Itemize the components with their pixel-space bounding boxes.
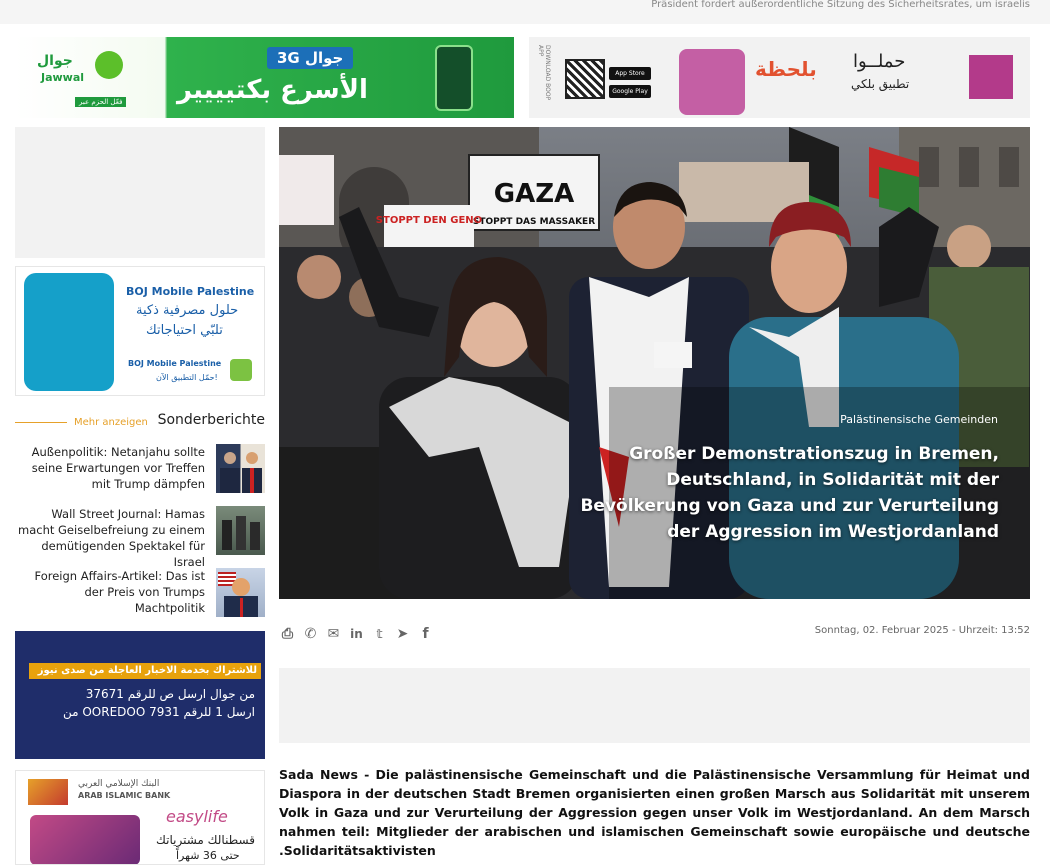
boj-tagline-2: تلبّي احتياجاتك: [146, 323, 223, 338]
bank-hamlo-text: حملــوا: [853, 51, 906, 72]
telegram-icon[interactable]: ➤: [396, 625, 409, 642]
qr-code-icon: [565, 59, 605, 99]
sada-line-1: من جوال ارسل ص للرقم 37671: [85, 687, 255, 701]
article-source: Sada News: [279, 767, 358, 782]
whatsapp-icon[interactable]: ✆: [304, 625, 317, 642]
arab-islamic-bank-ad[interactable]: [15, 770, 265, 865]
report-item[interactable]: [15, 568, 265, 618]
bank-app-text: تطبيق بلكي: [851, 77, 910, 91]
easylife-brand: easylife: [166, 807, 228, 826]
phone-illustration: [24, 273, 114, 391]
boj-small-title: BOJ Mobile Palestine: [128, 359, 222, 368]
email-icon[interactable]: ✉: [327, 625, 340, 642]
bank-name-ar: البنك الإسلامي العربي: [78, 779, 160, 789]
hero-article-image[interactable]: [279, 127, 1030, 599]
boj-logo-icon: [230, 359, 252, 381]
twitter-icon[interactable]: 𝕥: [376, 626, 383, 641]
print-icon[interactable]: ⎙: [281, 625, 294, 642]
bank-lahza-text: بلحظة: [755, 57, 817, 81]
section-header: [15, 410, 265, 432]
report-thumbnail[interactable]: [216, 506, 265, 555]
aib-line-1: قسطنالك مشترياتك: [156, 833, 255, 847]
boj-download-text: حمّل التطبيق الآن!: [156, 373, 218, 382]
boj-tagline-1: حلول مصرفية ذكية: [136, 303, 239, 318]
article-body: [279, 765, 1030, 860]
report-thumbnail[interactable]: [216, 444, 265, 493]
bank-name-en: ARAB ISLAMIC BANK: [78, 791, 171, 800]
credit-card-illustration: [30, 815, 140, 865]
svg-text:STOPPT DAS MASSAKER: STOPPT DAS MASSAKER: [472, 217, 596, 227]
sidebar-ad-placeholder: [15, 127, 265, 258]
phone-illustration: [679, 49, 745, 115]
report-title[interactable]: Foreign Affairs-Artikel: Das ist der Preis von Trumps Machtpolitik: [34, 569, 205, 615]
share-bar: [279, 624, 434, 644]
bank-logo-icon: [969, 55, 1013, 99]
report-thumbnail[interactable]: [216, 568, 265, 617]
boj-ad-banner[interactable]: [15, 266, 265, 396]
phone-illustration: [435, 45, 473, 111]
report-title[interactable]: Wall Street Journal: Hamas macht Geiselbefreiung zu einem demütigenden Spektakel für Israel: [18, 507, 205, 569]
app-store-badge: App Store: [609, 67, 651, 80]
report-title[interactable]: Außenpolitik: Netanjahu sollte seine Erwartungen vor Treffen mit Trump dämpfen: [31, 445, 205, 491]
article-text: - Die palästinensische Gemeinschaft und die Palästinensische Versammlung für Heimat und Diaspora in der deutschen Stadt Bremen organisierten einen großen Marsch aus Solidarität mit unserem Volk in Gaza und zur Verurteilung der Aggression gegen unser Volk im Westjordanland. An dem Marsch nahmen teil: Mitglieder der arabischen und islamischen Gemeinschaft sowie europäische und deutsche .Solidaritätsaktivisten: [279, 767, 1030, 858]
aib-line-2: حتى 36 شهراً: [176, 849, 240, 862]
section-divider: [15, 422, 67, 423]
facebook-icon[interactable]: f: [422, 625, 429, 642]
report-item[interactable]: [15, 506, 265, 569]
sada-news-sms-ad[interactable]: [15, 631, 265, 759]
svg-text:STOPPT DEN GENO: STOPPT DEN GENO: [375, 215, 483, 226]
publish-date: Sonntag, 02. Februar 2025 - Uhrzeit: 13:52: [814, 625, 1030, 636]
hero-category[interactable]: Palästinensische Gemeinden: [840, 413, 998, 426]
sada-band-text: للاشتراك بخدمة الاخبار العاجلة من صدى نيوز: [29, 663, 261, 679]
jawwal-headline: الأسرع بكتيييير: [177, 75, 368, 105]
news-ticker[interactable]: [0, 0, 1050, 24]
jawwal-logo: جوال Jawwal: [29, 47, 149, 107]
hero-headline[interactable]: Großer Demonstrationszug in Bremen, Deutschland, in Solidarität mit der Bevölkerung von Gaza und zur Verurteilung der Aggression im Westjordanland: [580, 444, 999, 542]
jawwal-small-text: فعّل الحزم عبر: [75, 97, 126, 107]
more-link[interactable]: Mehr anzeigen: [74, 417, 148, 428]
ticker-text[interactable]: Präsident fordert außerordentliche Sitzung des Sicherheitsrates, um israelis: [651, 0, 1030, 10]
jawwal-ad-banner[interactable]: [15, 37, 514, 118]
google-play-badge: Google Play: [609, 85, 651, 98]
boj-title: BOJ Mobile Palestine: [126, 285, 255, 298]
bank-logo-icon: [28, 779, 68, 805]
section-title: Sonderberichte: [157, 412, 265, 428]
sada-line-2: من OOREDOO ارسل 1 للرقم 7931: [62, 705, 255, 719]
linkedin-icon[interactable]: in: [350, 626, 363, 641]
bank-app-ad-banner[interactable]: [529, 37, 1030, 118]
report-item[interactable]: [15, 444, 265, 494]
bank-side-text: DOWNLOAD BOOP APP: [537, 45, 551, 101]
svg-text:GAZA: GAZA: [493, 179, 575, 209]
jawwal-3g-badge: 3G جوال: [267, 47, 353, 69]
content-ad-placeholder: [279, 668, 1030, 743]
